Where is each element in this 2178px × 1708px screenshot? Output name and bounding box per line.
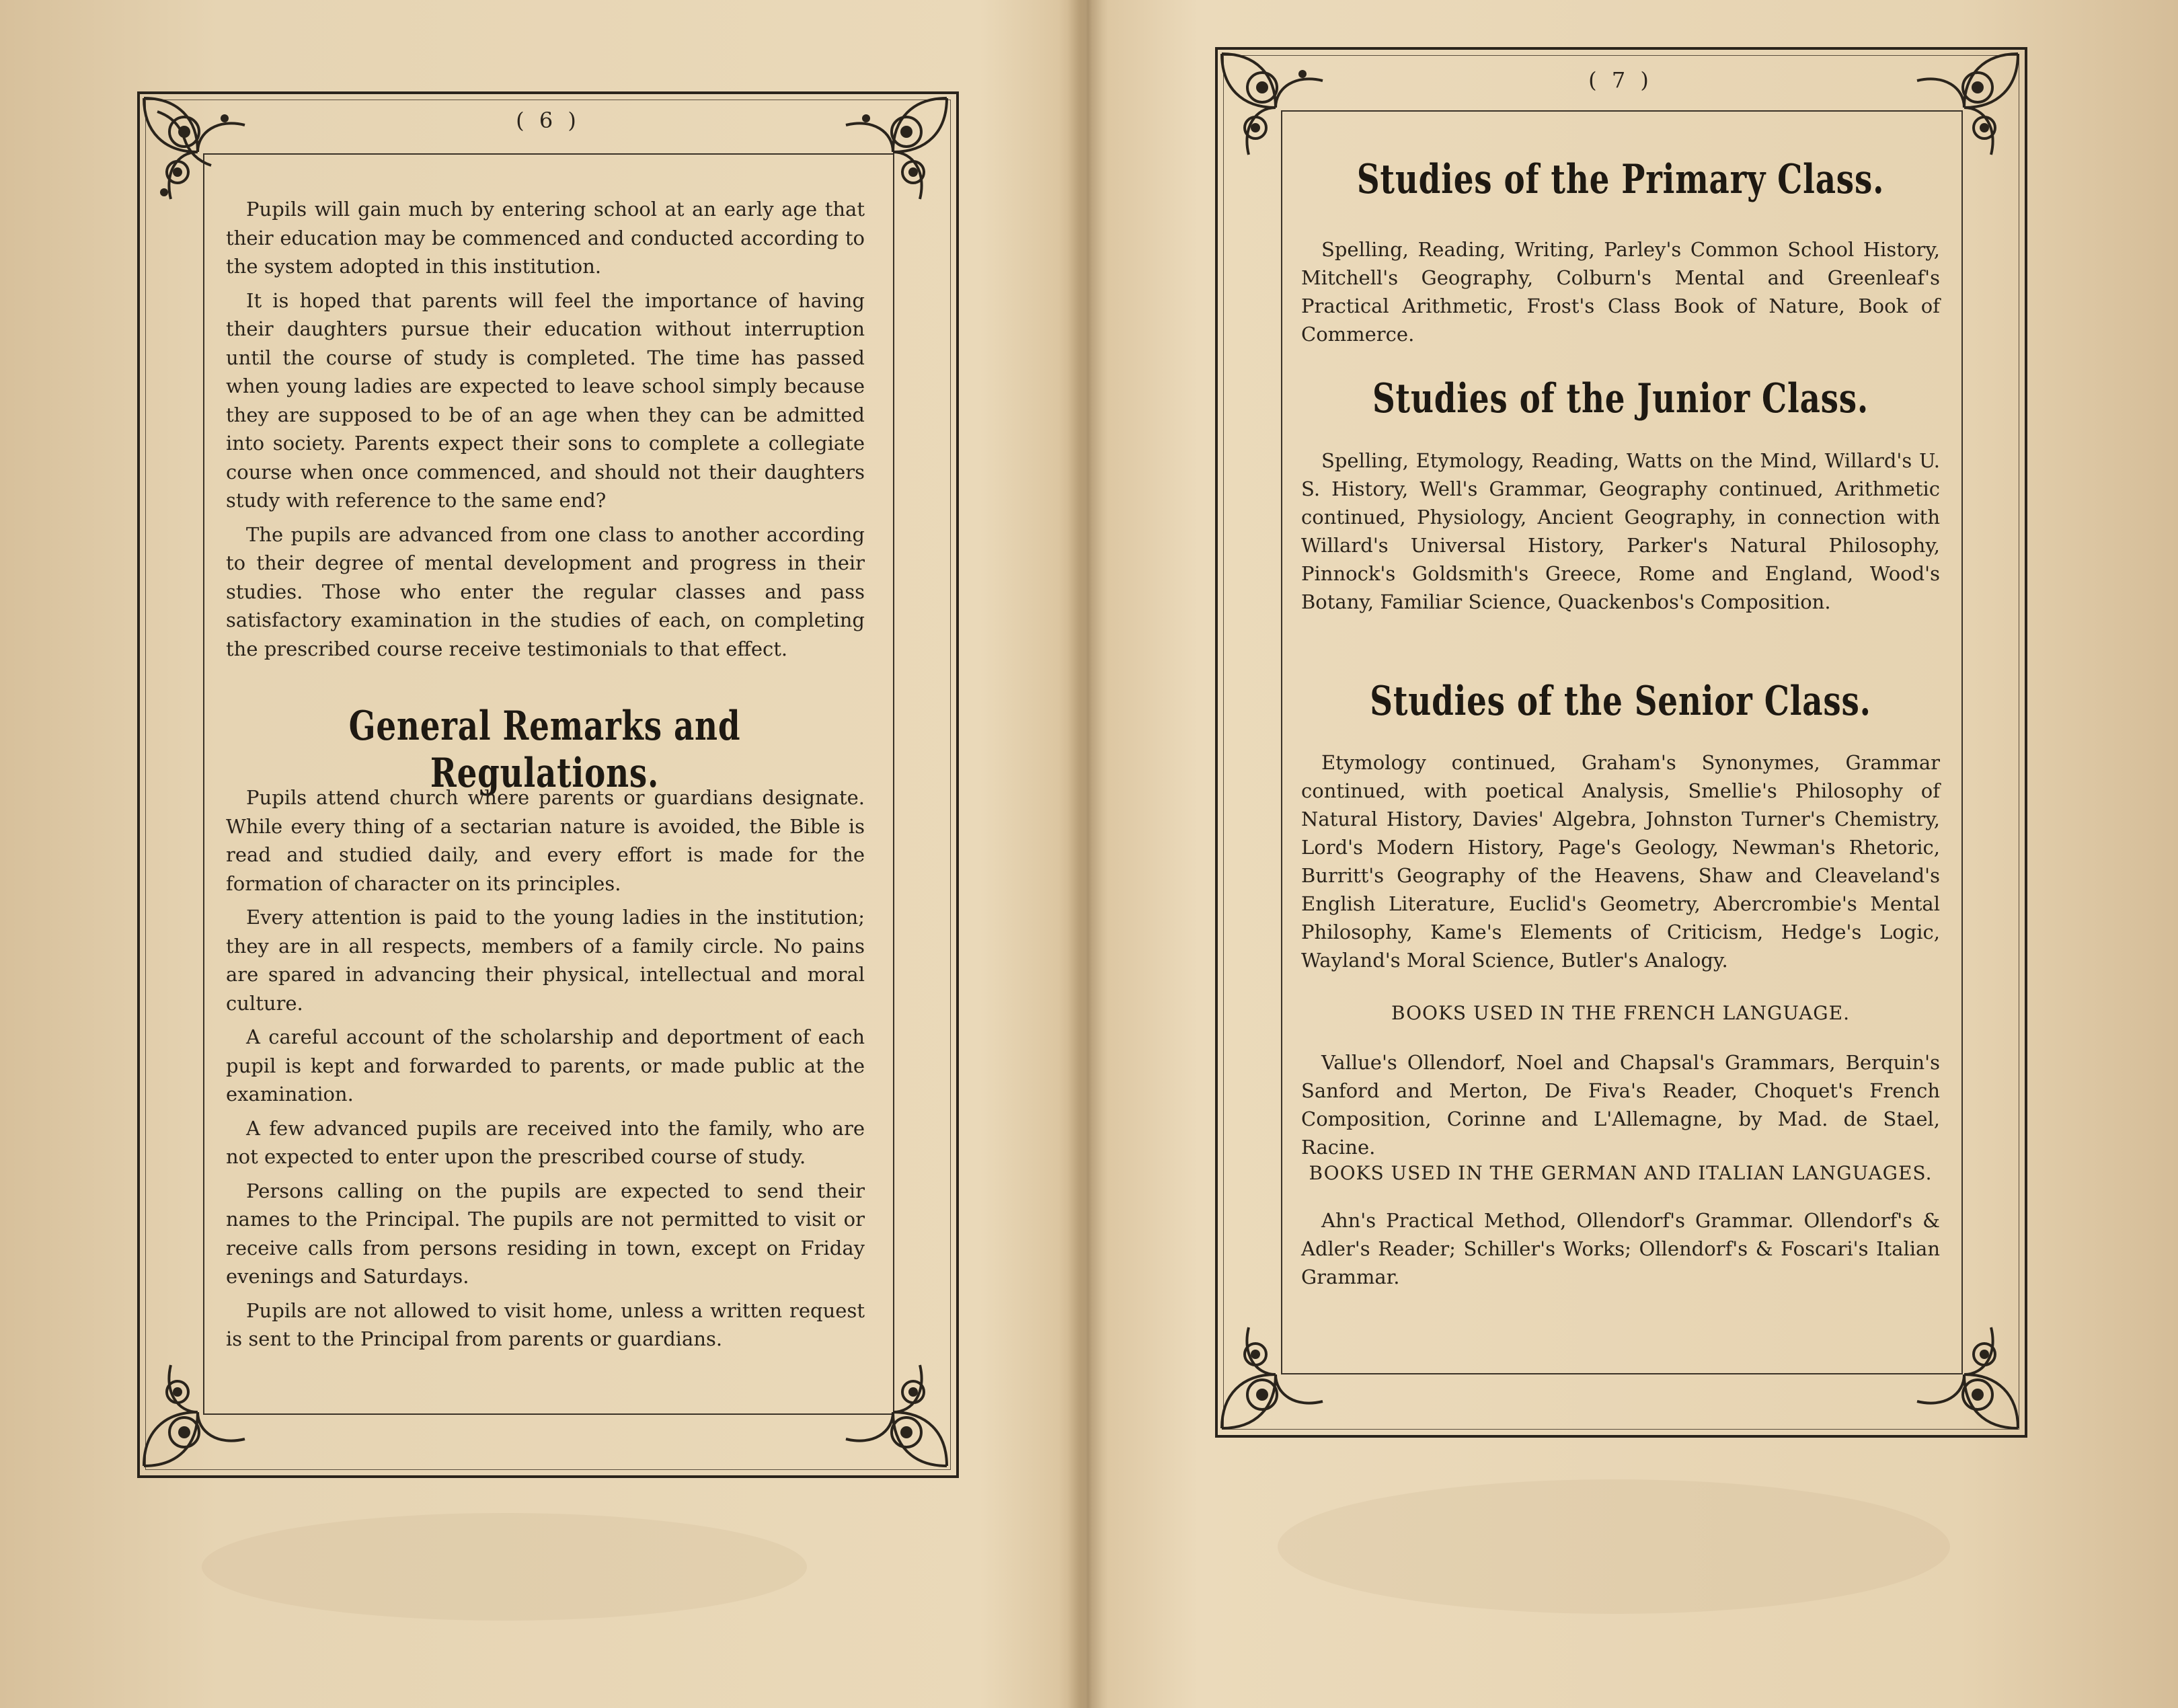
right-page	[1086, 0, 2178, 1708]
section-heading: General Remarks and Regulations.	[348, 703, 741, 797]
german-italian-books-heading: BOOKS USED IN THE GERMAN AND ITALIAN LANGUAGES.	[1309, 1162, 1933, 1184]
primary-class-heading: Studies of the Primary Class.	[1356, 156, 1885, 203]
paragraph: Every attention is paid to the young ladies in the institution; they are in all respects, members of a family circle. No pains are spared in advancing their physical, intellectual and moral culture.	[226, 906, 865, 1015]
senior-class-heading: Studies of the Senior Class.	[1370, 678, 1871, 725]
corner-flourish-icon	[1215, 1301, 1350, 1435]
paragraph: It is hoped that parents will feel the importance of having their daughters pursue their education without interruption until the course of study is completed. The time has passed when young ladies are expected to leave school simply because they are supposed to be of an age when they can be admitted into society. Parents expect their sons to complete a collegiate course when once commenced, and should not their daughters study with reference to the same end?	[226, 288, 865, 512]
rules-text	[226, 783, 865, 1359]
paragraph: A careful account of the scholarship and deportment of each pupil is kept and forwarded to parents, or made public at the examination.	[226, 1025, 865, 1105]
corner-flourish-icon	[1890, 1301, 2025, 1435]
paragraph: Pupils are not allowed to visit home, unless a written request is sent to the Principal from parents or guardians.	[226, 1298, 865, 1350]
french-books-heading: BOOKS USED IN THE FRENCH LANGUAGE.	[1391, 1002, 1850, 1024]
intro-text	[226, 195, 865, 668]
paragraph: Pupils will gain much by entering school at an early age that their education may be commenced and conducted according to the system adopted in this institution.	[226, 198, 865, 278]
corner-flourish-icon	[1890, 47, 2025, 182]
german-italian-books-text: Ahn's Practical Method, Ollendorf's Grammar. Ollendorf's & Adler's Reader; Schiller's Works; Ollendorf's & Foscari's Italian Grammar.	[1301, 1209, 1940, 1288]
paragraph: A few advanced pupils are received into the family, who are not expected to enter upon the prescribed course of study.	[226, 1116, 865, 1168]
corner-flourish-icon	[1215, 47, 1350, 182]
primary-class-text: Spelling, Reading, Writing, Parley's Common School History, Mitchell's Geography, Colburn's Mental and Greenleaf's Practical Arithmetic, Frost's Class Book of Nature, Book of Commerce.	[1301, 238, 1940, 346]
french-books-text: Vallue's Ollendorf, Noel and Chapsal's Grammars, Berquin's Sanford and Merton, De Fiva's Reader, Choquet's French Composition, Corinne and L'Allemagne, by Mad. de Stael, Racine.	[1301, 1051, 1940, 1159]
paragraph: Persons calling on the pupils are expected to send their names to the Principal. The pupils are not permitted to visit or receive calls from persons residing in town, except on Friday evenings and Saturdays.	[226, 1179, 865, 1288]
junior-class-text: Spelling, Etymology, Reading, Watts on the Mind, Willard's U. S. History, Well's Grammar, Geography continued, Arithmetic continued, Physiology, Ancient Geography, in connection with Willard's Universal History, Parker's Natural Philosophy, Pinnock's Goldsmith's Greece, Rome and England, Wood's Botany, Familiar Science, Quackenbos's Composition.	[1301, 449, 1940, 613]
page-number: ( 6 )	[516, 108, 580, 133]
junior-class-heading: Studies of the Junior Class.	[1372, 375, 1869, 422]
page-number: ( 7 )	[1588, 67, 1653, 93]
senior-class-text: Etymology continued, Graham's Synonymes, Grammar continued, with poetical Analysis, Smellie's Philosophy of Natural History, Davies' Algebra, Johnston Turner's Chemistry, Lord's Modern History, Page's Geology, Newman's Rhetoric, Burritt's Geography of the Heavens, Shaw and Cleaveland's English Literature, Euclid's Geometry, Abercrombie's Mental Philosophy, Kame's Elements of Criticism, Hedge's Logic, Wayland's Moral Science, Butler's Analogy.	[1301, 751, 1940, 972]
paragraph: Pupils attend church where parents or guardians designate. While every thing of a sectarian nature is avoided, the Bible is read and studied daily, and every effort is made for the formation of character on its principles.	[226, 786, 865, 895]
left-page	[0, 0, 1086, 1708]
paragraph: The pupils are advanced from one class to another according to their degree of mental development and progress in their studies. Those who enter the regular classes and pass satisfactory examination in the studies of each, on completing the prescribed course receive testimonials to that effect.	[226, 522, 865, 660]
